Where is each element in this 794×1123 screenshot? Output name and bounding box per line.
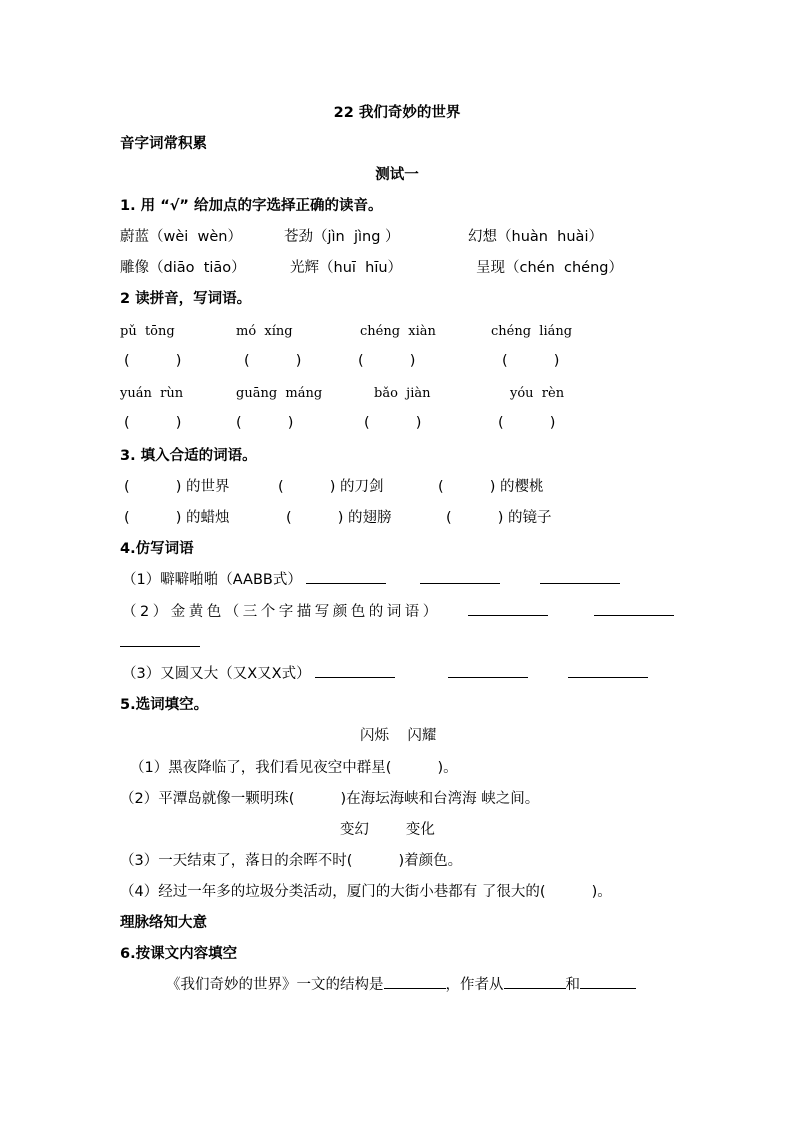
answer-line-group [468, 603, 674, 621]
q3-heading: 3. 填入合适的词语。 [120, 448, 257, 464]
q1-row2-item2: 光辉（huī hīu） [290, 260, 403, 276]
q3-row2-item2[interactable]: ( ) 的翅膀 [286, 510, 392, 526]
answer-line[interactable] [568, 665, 648, 678]
q5-item4[interactable]: （4）经过一年多的垃圾分类活动，厦门的大街小巷都有 了很大的( )。 [120, 884, 612, 900]
q1-row1-item1: 蔚蓝（wèi wèn） [120, 229, 242, 245]
q4-item2-label: （2）金黄色（三个字描写颜色的词语） [122, 604, 441, 620]
answer-line[interactable] [468, 603, 548, 616]
q2-pinyin-8: yóu rèn [510, 386, 565, 401]
q1-heading: 1. 用 “√” 给加点的字选择正确的读音。 [120, 198, 383, 214]
q3-row1-item3[interactable]: ( ) 的樱桃 [438, 479, 544, 495]
answer-line[interactable] [580, 976, 636, 989]
q2-answer-box[interactable]: ( ) [358, 353, 416, 369]
answer-line[interactable] [504, 976, 566, 989]
q2-answer-box[interactable]: ( ) [124, 415, 182, 431]
q6-text-part3: 和 [565, 977, 580, 993]
q2-pinyin-2: mó xíng [236, 324, 293, 339]
q1-row2-item1: 雕像（diāo tiāo） [120, 260, 246, 276]
test-heading: 测试一 [375, 167, 419, 183]
q1-row1-item3: 幻想（huàn huài） [468, 229, 603, 245]
answer-line[interactable] [315, 665, 395, 678]
q5-word-choices-2: 变幻 变化 [340, 822, 435, 838]
q5-heading: 5.选词填空。 [120, 697, 209, 713]
q3-row2-item1[interactable]: ( ) 的蜡烛 [124, 510, 230, 526]
q5-item2[interactable]: （2）平潭岛就像一颗明珠( )在海坛海峡和台湾海 峡之间。 [120, 791, 540, 807]
answer-line[interactable] [540, 571, 620, 584]
answer-line-group [448, 665, 648, 683]
answer-line[interactable] [448, 665, 528, 678]
answer-line-group [420, 571, 620, 589]
q2-pinyin-4: chéng liáng [491, 324, 573, 339]
section-heading-accumulation: 音字词常积累 [120, 136, 207, 152]
q4-item1 [122, 571, 386, 589]
q5-item3[interactable]: （3）一天结束了，落日的余晖不时( )着颜色。 [120, 853, 463, 869]
answer-line[interactable] [420, 571, 500, 584]
page-title: 22 我们奇妙的世界 [333, 105, 461, 121]
q1-row1-item2: 苍劲（jìn jìng ） [284, 229, 400, 245]
q4-item1-label: （1）噼噼啪啪（AABB式） [122, 572, 302, 588]
q3-row2-item3[interactable]: ( ) 的镜子 [446, 510, 552, 526]
q6-text [166, 976, 636, 994]
q6-text-part1: 《我们奇妙的世界》一文的结构是 [166, 977, 384, 993]
q3-row1-item1[interactable]: ( ) 的世界 [124, 479, 230, 495]
q6-text-part2: ，作者从 [445, 977, 504, 993]
q5-item1[interactable]: （1）黑夜降临了，我们看见夜空中群星( )。 [130, 760, 458, 776]
q1-row2-item3: 呈现（chén chéng） [476, 260, 623, 276]
q3-row1-item2[interactable]: ( ) 的刀剑 [278, 479, 384, 495]
q2-pinyin-3: chéng xiàn [360, 324, 436, 339]
q2-pinyin-6: guāng máng [236, 386, 323, 401]
answer-line[interactable] [306, 571, 386, 584]
q5-word-choices-1: 闪烁 闪耀 [360, 728, 437, 744]
answer-line[interactable] [120, 634, 200, 647]
q4-item2 [122, 603, 441, 621]
q4-heading: 4.仿写词语 [120, 541, 194, 557]
answer-line[interactable] [384, 976, 446, 989]
answer-line[interactable] [594, 603, 674, 616]
q4-item3-label: （3）又圆又大（又X又X式） [122, 666, 311, 682]
q2-answer-box[interactable]: ( ) [364, 415, 422, 431]
q2-heading: 2 读拼音，写词语。 [120, 291, 252, 307]
q2-pinyin-7: bǎo jiàn [374, 386, 431, 401]
q6-heading: 6.按课文内容填空 [120, 946, 238, 962]
q2-answer-box[interactable]: ( ) [124, 353, 182, 369]
q2-answer-box[interactable]: ( ) [236, 415, 294, 431]
q2-answer-box[interactable]: ( ) [244, 353, 302, 369]
q2-answer-box[interactable]: ( ) [502, 353, 560, 369]
q2-pinyin-1: pǔ tōng [120, 324, 175, 339]
q4-item3 [122, 665, 395, 683]
q2-answer-box[interactable]: ( ) [498, 415, 556, 431]
answer-line-group [120, 634, 200, 652]
q2-pinyin-5: yuán rùn [120, 386, 184, 401]
section-heading-structure: 理脉络知大意 [120, 915, 207, 931]
